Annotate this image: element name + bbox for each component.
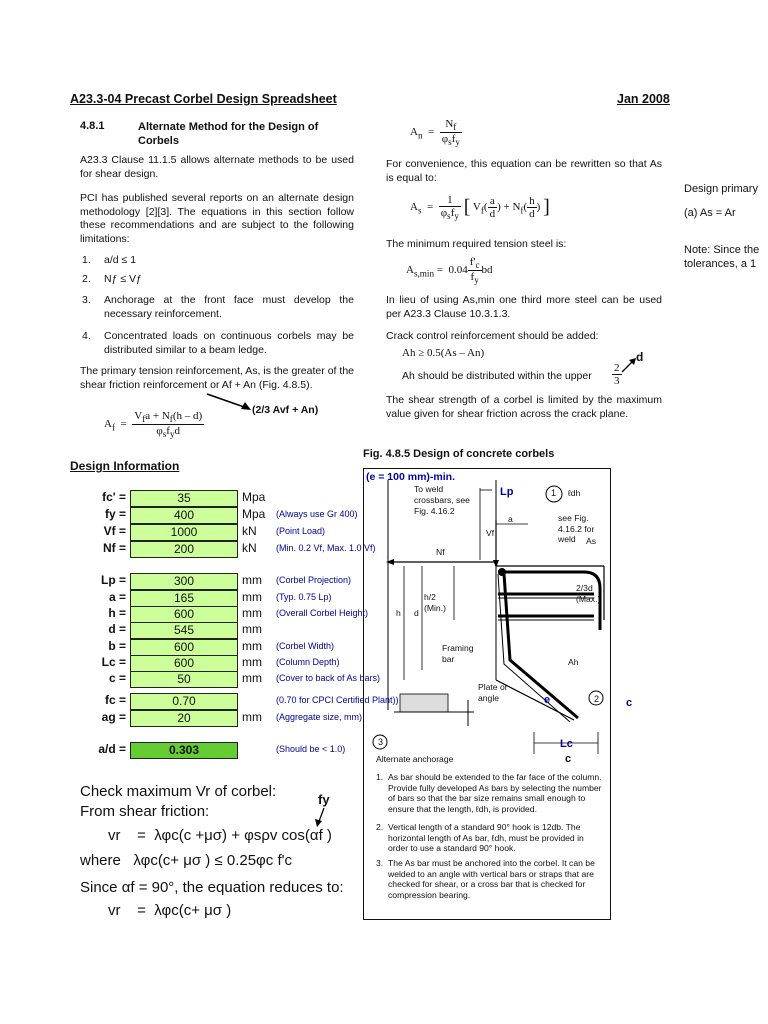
input-note: (Always use Gr 400) (276, 509, 358, 519)
figure-note-num-3: 3. (376, 858, 384, 868)
lc-input[interactable]: 600 (130, 655, 238, 672)
figure-label-vf: Vf (486, 528, 495, 538)
figure-label-h: h (396, 608, 401, 618)
check-eq-4: vr = λφc(c+ μσ ) (108, 902, 232, 919)
d-input[interactable]: 545 (130, 622, 238, 639)
fy-callout: fy (318, 792, 330, 807)
input-note: (0.70 for CPCI Certified Plant)) (276, 695, 399, 705)
fy-input[interactable]: 400 (130, 507, 238, 524)
input-unit: kN (242, 541, 257, 555)
input-label: fc' = (102, 490, 126, 504)
figure-label-as: As (586, 536, 597, 546)
input-note: (Typ. 0.75 Lp) (276, 592, 332, 602)
b-input[interactable]: 600 (130, 639, 238, 656)
limit-num-1: 1. (82, 254, 91, 266)
paragraph-clause: A23.3 Clause 11.1.5 allows alternate methods to be used for shear design. (80, 154, 354, 180)
figure-note-3: The As bar must be anchored into the corbel. It can be welded to an angle with vertical bars or straps that are checked for shear, or a cross bar that is checked for compression bearing. (388, 858, 595, 900)
asmin-equation: $A_{s,min} = 0.04$ $\frac{f'_c}{f_y}$ bd (406, 256, 493, 286)
figure-note-num-2: 2. (376, 822, 384, 832)
input-note: (Point Load) (276, 526, 326, 536)
input-label: Vf = (103, 524, 126, 538)
as-equation: $A_s$ = $\frac{1}{\varphi_sf_y}$ [ $V_f$( $\frac{a}{d}$ ) + $N_f$( $\frac{h}{d}$ ) ] (410, 194, 550, 222)
input-note: (Cover to back of As bars) (276, 673, 381, 683)
fy-callout-arrow (312, 806, 332, 828)
an-equation: $A_n$ = $\frac{N_f}{\varphi_sf_y}$ (410, 118, 460, 148)
af-equation: $A_f$ = $\frac{V_fa + N_f(h - d)}{\varphi_sf_yd}$ (104, 410, 203, 440)
limit-text-4: Concentrated loads on continuous corbels may be distributed similar to a beam ledge. (104, 330, 354, 356)
far-right-line-4: tolerances, a 1 (684, 258, 757, 270)
input-note: (Column Depth) (276, 657, 340, 667)
figure-label-nf: Nf (436, 547, 445, 557)
check-eq-2: where λφc(c+ μσ ) ≤ 0.25φc f'c (80, 852, 292, 869)
input-unit: Mpa (242, 507, 266, 521)
two-thirds-fraction: $\frac{2}{3}$ (614, 362, 620, 387)
far-right-line-2: (a) As = Ar (684, 207, 736, 219)
figure-note-2: Vertical length of a standard 90° hook is 12db. The horizontal length of As bar, ℓdh, must be provided in order to use a standard 90° hook. (388, 822, 584, 853)
paragraph-min-steel: The minimum required tension steel is: (386, 238, 567, 250)
input-label: h = (108, 606, 126, 620)
section-title: Alternate Method for the Design of Corbels (138, 121, 319, 147)
input-note: (Aggregate size, mm) (276, 712, 363, 722)
check-eq-3: Since αf = 90°, the equation reduces to: (80, 879, 344, 896)
input-unit: mm (242, 573, 262, 587)
figure-title: Fig. 4.8.5 Design of concrete corbels (363, 448, 555, 460)
two-thirds-d: d (636, 350, 644, 364)
input-unit: kN (242, 524, 257, 538)
figure-label-ldh: ℓdh (568, 488, 581, 498)
input-note: (Overall Corbel Height) (276, 608, 369, 618)
design-info-title: Design Information (70, 459, 180, 473)
input-unit: mm (242, 655, 262, 669)
c-input[interactable]: 50 (130, 671, 238, 688)
figure-marker-2: 2 (594, 694, 600, 704)
paragraph-in-lieu: In lieu of using As,min one third more steel can be used per A23.3 Clause 10.3.1.3. (386, 294, 662, 320)
far-right-line-1: Design primary (684, 183, 758, 195)
figure-label-lp: Lp (500, 486, 514, 498)
input-label: a = (108, 590, 126, 604)
figure-label-a: a (508, 514, 513, 524)
figure-label-d: d (414, 608, 419, 618)
input-unit: mm (242, 671, 262, 685)
input-label: Nf = (102, 541, 126, 555)
limit-text-3: Anchorage at the front face must develop the necessary reinforcement. (104, 294, 354, 320)
page-title: A23.3-04 Precast Corbel Design Spreadsheet (70, 92, 337, 106)
lp-input[interactable]: 300 (130, 573, 238, 590)
figure-label-c-bottom: c (565, 753, 572, 765)
limit-num-4: 4. (82, 330, 91, 342)
limit-num-3: 3. (82, 294, 91, 306)
figure-emin: (e = 100 mm)-min. (366, 471, 455, 483)
ad-result: 0.303 (130, 742, 238, 759)
figure-label-lc: Lc (560, 738, 573, 750)
result-note: (Should be < 1.0) (276, 744, 346, 754)
paragraph-primary-tension: The primary tension reinforcement, As, is the greater of the shear friction reinforcement or Af + An (Fig. 4.8.5). (80, 365, 354, 391)
paragraph-shear-strength: The shear strength of a corbel is limited by the maximum value given for shear friction across the crack plane. (386, 394, 662, 420)
input-unit: mm (242, 639, 262, 653)
limit-num-2: 2. (82, 273, 91, 285)
paragraph-convenience: For convenience, this equation can be rewritten so that As is equal to: (386, 158, 662, 184)
limit-text-2: Nƒ ≤ Vƒ (104, 273, 142, 285)
input-label: fy = (104, 507, 126, 521)
input-label: b = (108, 639, 126, 653)
figure-label-framing: Framing bar (442, 643, 474, 664)
input-note: (Corbel Projection) (276, 575, 352, 585)
annotation-text: (2/3 Avf + An) (252, 404, 319, 416)
input-unit: mm (242, 606, 262, 620)
figure-label-plate: Plate or angle (478, 682, 508, 703)
paragraph-crack-control: Crack control reinforcement should be added: (386, 330, 599, 342)
input-label: Lc = (101, 655, 126, 669)
nf-input[interactable]: 200 (130, 541, 238, 558)
page-date: Jan 2008 (617, 92, 670, 106)
input-label: ag = (101, 710, 126, 724)
annotation-arrow (205, 392, 255, 414)
input-note: (Min. 0.2 Vf, Max. 1.0 Vf) (276, 543, 376, 553)
h-input[interactable]: 600 (130, 606, 238, 623)
ag-input[interactable]: 20 (130, 710, 238, 727)
input-label: Lp = (100, 573, 126, 587)
ah-equation: Ah ≥ 0.5(As – An) (402, 347, 485, 359)
figure-label-alternate: Alternate anchorage (376, 754, 454, 764)
figure-marker-3: 3 (378, 737, 384, 747)
figure-note-1: As bar should be extended to the far face of the column. Provide fully developed As bars by selecting the number of bars so that the bar size remains small enough to ensure that the length, ℓdh, is provided. (388, 772, 602, 814)
input-unit: mm (242, 622, 262, 636)
vf-input[interactable]: 1000 (130, 524, 238, 541)
figure-label-c: c (626, 697, 633, 709)
figure-label-2-3d: 2/3d (Max.) (576, 583, 601, 604)
input-label: d = (108, 622, 126, 636)
input-unit: Mpa (242, 490, 266, 504)
input-label: fc = (104, 693, 126, 707)
result-label: a/d = (98, 742, 126, 756)
figure-label-weld: To weld crossbars, see Fig. 4.16.2 (414, 484, 470, 516)
input-label: c = (108, 671, 126, 685)
paragraph-pci: PCI has published several reports on an alternate design methodology [2][3]. The equations in this section follow these recommendations and are subject to the following limitations: (80, 192, 354, 245)
figure-note-num-1: 1. (376, 772, 384, 782)
a-input[interactable]: 165 (130, 590, 238, 607)
input-note: (Corbel Width) (276, 641, 335, 651)
check-line-1: Check maximum Vr of corbel: (80, 783, 277, 800)
check-line-2: From shear friction: (80, 803, 210, 820)
figure-label-seefig: see Fig. 4.16.2 for weld (558, 513, 595, 544)
fc-input[interactable]: 35 (130, 490, 238, 507)
phi-c-input[interactable]: 0.70 (130, 693, 238, 710)
input-unit: mm (242, 710, 262, 724)
ah-distribution-text: Ah should be distributed within the upper (402, 370, 592, 382)
figure-label-e: e (544, 694, 551, 706)
section-number: 4.8.1 (80, 120, 105, 132)
check-eq-1: vr = λφc(c +μσ) + φsρv cos(αf ) (108, 827, 332, 844)
far-right-line-3: Note: Since the (684, 244, 760, 256)
figure-marker-1: 1 (551, 488, 557, 498)
figure-label-h2: h/2 (Min.) (424, 592, 446, 613)
figure-label-ah: Ah (568, 657, 579, 667)
input-unit: mm (242, 590, 262, 604)
limit-text-1: a/d ≤ 1 (104, 254, 137, 266)
